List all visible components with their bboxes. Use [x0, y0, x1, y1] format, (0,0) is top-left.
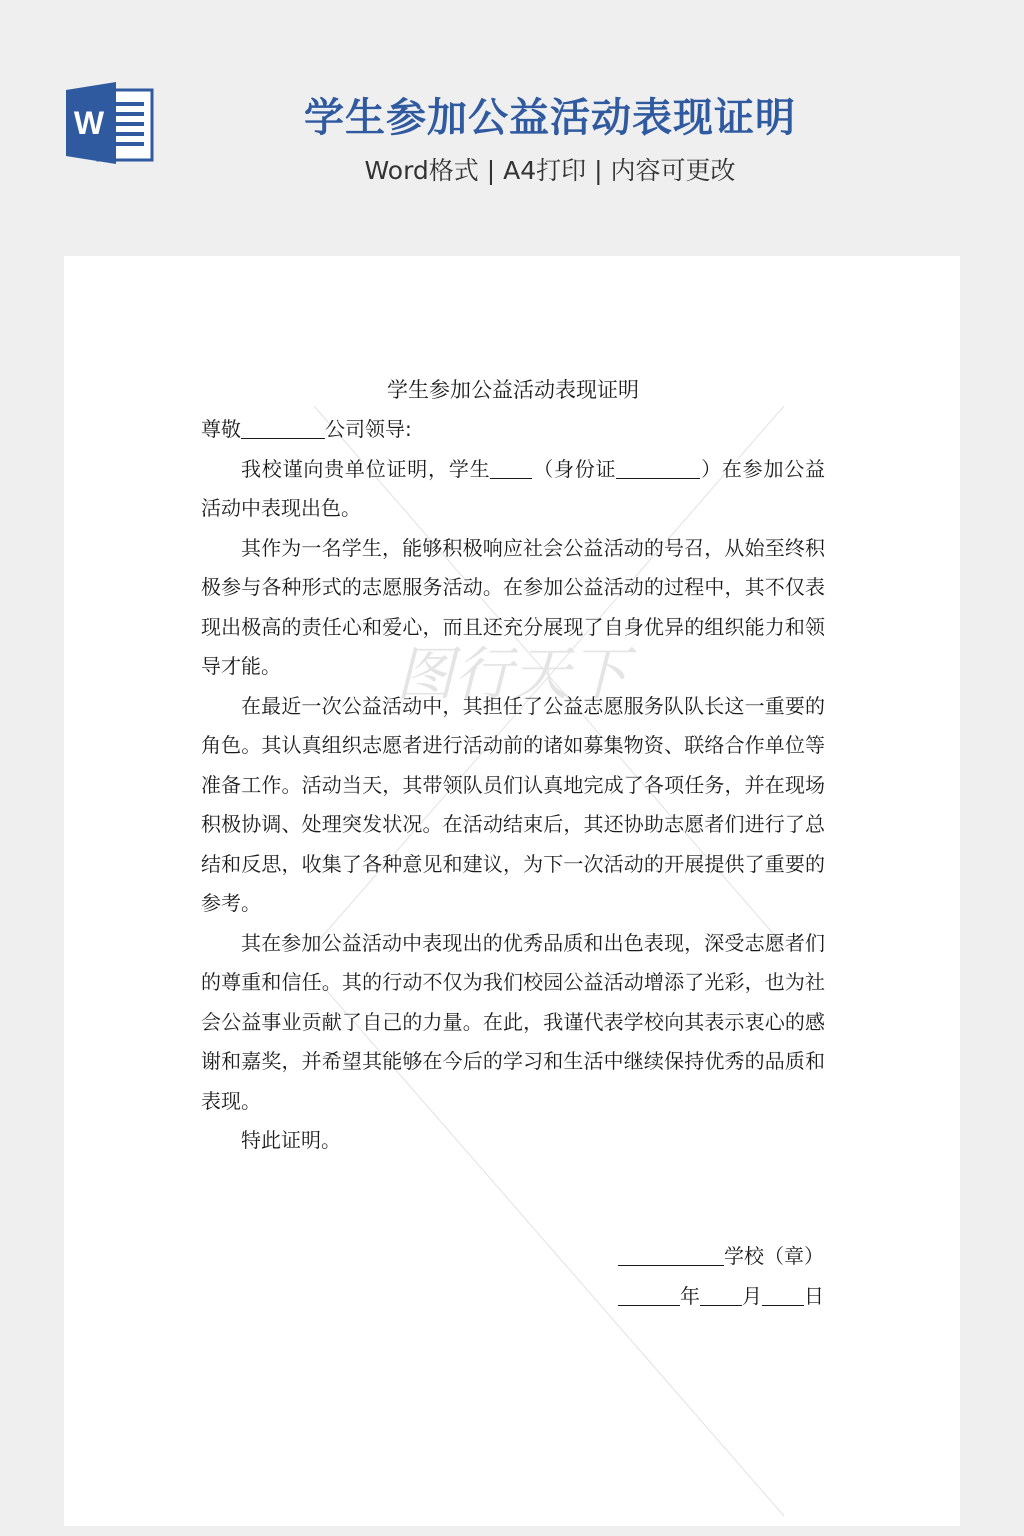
- p1-part1: 我校谨向贵单位证明，学生: [241, 456, 491, 481]
- salutation: [201, 410, 825, 450]
- document-body: [201, 370, 825, 1161]
- header-subtitle: Word格式 | A4打印 | 内容可更改: [364, 156, 736, 185]
- day-label: 日: [804, 1284, 824, 1308]
- signature-date: [614, 1276, 824, 1316]
- header-title: 学生参加公益活动表现证明: [304, 95, 796, 141]
- paragraph-1: [201, 450, 825, 529]
- month-blank[interactable]: [700, 1283, 742, 1306]
- month-label: 月: [742, 1284, 762, 1308]
- document-title: 学生参加公益活动表现证明: [387, 378, 639, 402]
- id-number-blank[interactable]: [616, 456, 700, 479]
- svg-text:W: W: [73, 105, 105, 141]
- student-name-blank[interactable]: [490, 456, 532, 479]
- header-banner: [0, 0, 1024, 256]
- paragraph-3: 在最近一次公益活动中，其担任了公益志愿服务队队长这一重要的角色。其认真组织志愿者进行活动前的诸如募集物资、联络合作单位等准备工作。活动当天，其带领队员们认真地完成了各项任务，并在现场积极协调、处理突发状况。在活动结束后，其还协助志愿者们进行了总结和反思，收集了各种意见和建议，为下一次活动的开展提供了重要的参考。: [201, 693, 825, 915]
- document-page: [64, 256, 960, 1526]
- salutation-prefix: 尊敬: [201, 417, 241, 441]
- salutation-suffix: 公司领导:: [325, 417, 412, 441]
- company-blank[interactable]: [241, 416, 325, 439]
- watermark-text: 图行天下: [395, 640, 629, 708]
- paragraph-2: 其作为一名学生，能够积极响应社会公益活动的号召，从始至终积极参与各种形式的志愿服务活动。在参加公益活动的过程中，其不仅表现出极高的责任心和爱心，而且还充分展现了自身优异的组织能力和领导才能。: [201, 535, 825, 678]
- signature-school: [614, 1236, 824, 1276]
- p1-part3: ）在参加公益活动中表现出色。: [201, 456, 826, 520]
- closing-line: 特此证明。: [241, 1128, 341, 1152]
- word-doc-icon: [64, 82, 156, 164]
- paragraph-4: 其在参加公益活动中表现出的优秀品质和出色表现，深受志愿者们的尊重和信任。其的行动不仅为我们校园公益活动增添了光彩，也为社会公益事业贡献了自己的力量。在此，我谨代表学校向其表示衷心的感谢和嘉奖，并希望其能够在今后的学习和生活中继续保持优秀的品质和表现。: [201, 930, 825, 1113]
- year-label: 年: [680, 1284, 700, 1308]
- school-blank[interactable]: [618, 1243, 724, 1266]
- year-blank[interactable]: [618, 1283, 680, 1306]
- day-blank[interactable]: [762, 1283, 804, 1306]
- school-seal-label: 学校（章）: [724, 1244, 824, 1268]
- p1-part2: （身份证: [532, 456, 617, 481]
